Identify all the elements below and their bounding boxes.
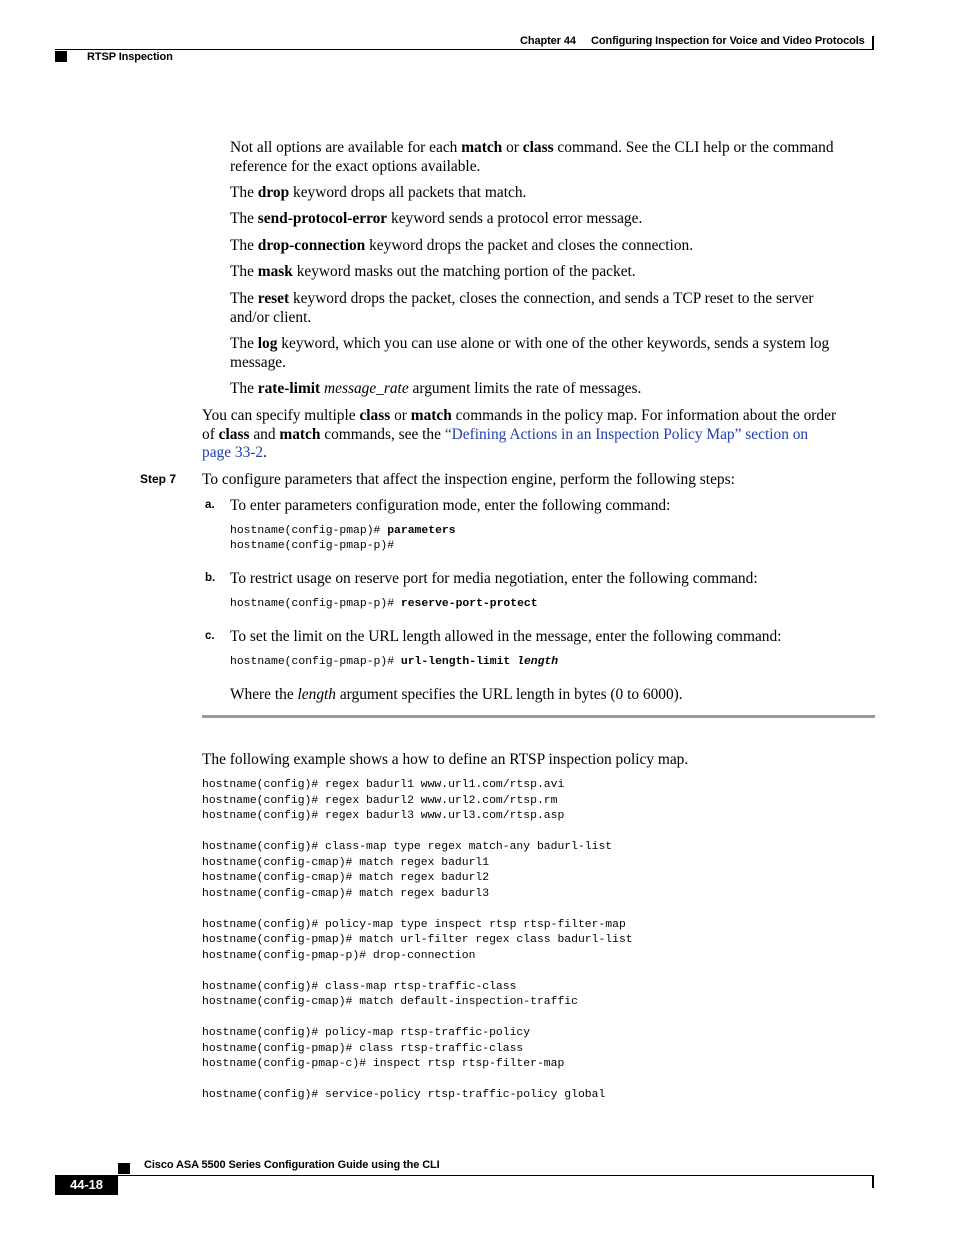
substep-a-text: To enter parameters configuration mode, enter the following command: bbox=[230, 497, 671, 514]
example-code-line: hostname(config)# service-policy rtsp-traffic-policy global bbox=[202, 1089, 606, 1101]
para-options: Not all options are available for each match or class command. See the CLI help or the command bbox=[230, 139, 834, 156]
footer-page-number: 44-18 bbox=[70, 1177, 103, 1192]
example-code-line: hostname(config)# policy-map type inspect rtsp rtsp-filter-map bbox=[202, 918, 626, 931]
para-drop-connection: The drop-connection keyword drops the packet and closes the connection. bbox=[230, 237, 694, 254]
example-code-line: hostname(config)# policy-map rtsp-traffic-policy bbox=[202, 1027, 531, 1039]
substep-c-label: c. bbox=[205, 630, 215, 642]
example-code-line bbox=[202, 964, 633, 980]
para-log-line2: message. bbox=[230, 354, 286, 371]
substep-b-text: To restrict usage on reserve port for media negotiation, enter the following command: bbox=[230, 570, 758, 587]
footer-marker bbox=[118, 1163, 130, 1174]
example-code-line bbox=[202, 825, 633, 841]
para-drop: The drop keyword drops all packets that match. bbox=[230, 184, 527, 201]
cross-reference-link-page[interactable]: page 33-2 bbox=[202, 444, 264, 461]
substep-a-label: a. bbox=[205, 499, 215, 511]
code-line: hostname(config-pmap-p)# reserve-port-protect bbox=[230, 598, 538, 610]
example-code-line: hostname(config)# class-map rtsp-traffic-class bbox=[202, 980, 517, 993]
code-line: hostname(config-pmap-p)# url-length-limit length bbox=[230, 656, 559, 668]
para-reset: The reset keyword drops the packet, closes the connection, and sends a TCP reset to the server bbox=[230, 290, 814, 307]
header-right-tick bbox=[872, 36, 874, 50]
example-code-line: hostname(config-cmap)# match default-inspection-traffic bbox=[202, 996, 578, 1008]
example-code-line: hostname(config-cmap)# match regex badurl3 bbox=[202, 887, 490, 900]
example-code-block bbox=[202, 778, 633, 1104]
para-options-line2: reference for the exact options available. bbox=[230, 158, 481, 175]
step-label: Step 7 bbox=[140, 472, 177, 486]
footer-right-tick bbox=[872, 1175, 874, 1188]
code-line: hostname(config-pmap)# parameters bbox=[230, 525, 456, 537]
footer-rule bbox=[118, 1175, 874, 1176]
substep-b-label: b. bbox=[205, 572, 216, 584]
example-code-line: hostname(config)# class-map type regex match-any badurl-list bbox=[202, 841, 613, 853]
header-chapter: Chapter 44 bbox=[520, 35, 576, 47]
para-reset-line2: and/or client. bbox=[230, 309, 312, 326]
para-where: Where the length argument specifies the URL length in bytes (0 to 6000). bbox=[230, 686, 683, 703]
example-code-line: hostname(config-cmap)# match regex badurl1 bbox=[202, 856, 490, 869]
example-code-line: hostname(config)# regex badurl1 www.url1.com/rtsp.avi bbox=[202, 779, 565, 791]
example-code-line: hostname(config)# regex badurl3 www.url3.com/rtsp.asp bbox=[202, 810, 565, 822]
header-chapter-title: Configuring Inspection for Voice and Video Protocols bbox=[591, 35, 865, 47]
footer-guide-title: Cisco ASA 5500 Series Configuration Guide using the CLI bbox=[144, 1159, 440, 1171]
header-section: RTSP Inspection bbox=[87, 51, 173, 63]
example-code-line: hostname(config-pmap)# class rtsp-traffic-class bbox=[202, 1042, 524, 1055]
cross-reference-link[interactable]: “Defining Actions in an Inspection Policy Map” section on bbox=[444, 426, 809, 443]
code-line: hostname(config-pmap-p)# bbox=[230, 540, 395, 552]
example-code-line: hostname(config-pmap)# match url-filter regex class badurl-list bbox=[202, 934, 633, 946]
para-example: The following example shows a how to define an RTSP inspection policy map. bbox=[202, 751, 689, 768]
step-text: To configure parameters that affect the inspection engine, perform the following steps: bbox=[202, 471, 735, 488]
example-code-line: hostname(config-pmap-p)# drop-connection bbox=[202, 949, 476, 962]
header-section-marker bbox=[55, 51, 67, 62]
substep-c-text: To set the limit on the URL length allowed in the message, enter the following command: bbox=[230, 628, 782, 645]
para-log: The log keyword, which you can use alone or with one of the other keywords, sends a system log bbox=[230, 335, 830, 352]
para-mask: The mask keyword masks out the matching portion of the packet. bbox=[230, 263, 636, 280]
para-multiple: You can specify multiple class or match commands in the policy map. For information about the order bbox=[202, 407, 837, 424]
example-code-line: hostname(config)# regex badurl2 www.url2.com/rtsp.rm bbox=[202, 794, 558, 807]
example-code-line: hostname(config-pmap-c)# inspect rtsp rtsp-filter-map bbox=[202, 1058, 565, 1070]
example-code-line: hostname(config-cmap)# match regex badurl2 bbox=[202, 872, 490, 884]
example-code-line bbox=[202, 1073, 633, 1089]
header-top-rule bbox=[55, 49, 874, 50]
para-multiple-line3: page 33-2. bbox=[202, 444, 267, 461]
para-send-protocol-error: The send-protocol-error keyword sends a protocol error message. bbox=[230, 210, 643, 227]
example-code-line bbox=[202, 902, 633, 918]
example-code-line bbox=[202, 1011, 633, 1027]
para-rate-limit: The rate-limit message_rate argument limits the rate of messages. bbox=[230, 380, 642, 397]
para-multiple-line2: of class and match commands, see the “Defining Actions in an Inspection Policy Map” section on bbox=[202, 426, 809, 443]
section-divider bbox=[202, 715, 875, 718]
